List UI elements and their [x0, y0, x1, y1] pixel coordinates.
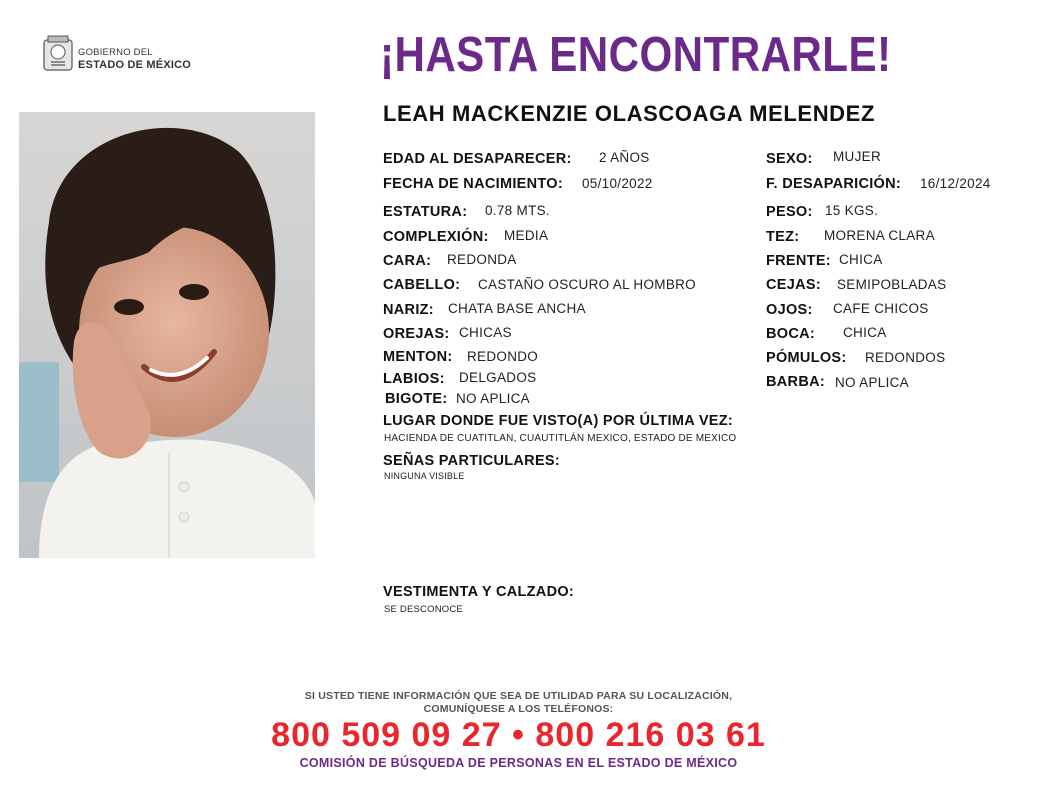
last-seen-label: LUGAR DONDE FUE VISTO(A) POR ÚLTIMA VEZ:	[383, 413, 734, 429]
coat-of-arms-icon	[42, 34, 74, 74]
disappearance-date-label: F. DESAPARICIÓN:	[766, 176, 902, 192]
clothing-value: SE DESCONOCE	[384, 604, 463, 615]
sex-value: MUJER	[833, 149, 881, 164]
sex-label: SEXO:	[766, 151, 813, 167]
phone-numbers: 800 509 09 27 • 800 216 03 61	[271, 716, 766, 754]
face-label: CARA:	[383, 253, 432, 269]
beard-label: BARBA:	[766, 374, 825, 390]
nose-value: CHATA BASE ANCHA	[448, 301, 586, 316]
age-value: 2 AÑOS	[599, 150, 650, 165]
skin-label: TEZ:	[766, 229, 800, 245]
clothing-label: VESTIMENTA Y CALZADO:	[383, 584, 575, 600]
mouth-value: CHICA	[843, 325, 887, 340]
nose-label: NARIZ:	[383, 302, 434, 318]
person-photo	[19, 112, 315, 558]
face-value: REDONDA	[447, 252, 517, 267]
beard-value: NO APLICA	[835, 375, 909, 390]
hair-value: CASTAÑO OSCURO AL HOMBRO	[478, 277, 696, 292]
mouth-label: BOCA:	[766, 326, 816, 342]
lips-label: LABIOS:	[383, 371, 445, 387]
marks-label: SEÑAS PARTICULARES:	[383, 453, 561, 469]
height-value: 0.78 MTS.	[485, 203, 550, 218]
logo-line-1: GOBIERNO DEL	[78, 47, 153, 58]
eyebrows-label: CEJAS:	[766, 277, 821, 293]
build-value: MEDIA	[504, 228, 549, 243]
forehead-value: CHICA	[839, 252, 883, 267]
ears-value: CHICAS	[459, 325, 512, 340]
weight-value: 15 KGS.	[825, 203, 879, 218]
lips-value: DELGADOS	[459, 370, 537, 385]
cheekbones-label: PÓMULOS:	[766, 350, 847, 366]
eyes-label: OJOS:	[766, 302, 813, 318]
logo-line-2: ESTADO DE MÉXICO	[78, 59, 192, 71]
person-name: LEAH MACKENZIE OLASCOAGA MELENDEZ	[383, 101, 875, 126]
chin-value: REDONDO	[467, 349, 539, 364]
weight-label: PESO:	[766, 204, 813, 220]
height-label: ESTATURA:	[383, 204, 468, 220]
cheekbones-value: REDONDOS	[865, 350, 946, 365]
birthdate-value: 05/10/2022	[582, 176, 653, 191]
contact-line-1: SI USTED TIENE INFORMACIÓN QUE SEA DE UTILIDAD PARA SU LOCALIZACIÓN,	[304, 690, 733, 702]
eyebrows-value: SEMIPOBLADAS	[837, 277, 947, 292]
mustache-label: BIGOTE:	[385, 391, 448, 407]
government-logo	[42, 34, 212, 76]
build-label: COMPLEXIÓN:	[383, 229, 489, 245]
age-label: EDAD AL DESAPARECER:	[383, 151, 572, 167]
marks-value: NINGUNA VISIBLE	[384, 471, 465, 481]
forehead-label: FRENTE:	[766, 253, 831, 269]
last-seen-value: HACIENDA DE CUATITLAN, CUAUTITLÁN MEXICO, ESTADO DE MEXICO	[384, 433, 737, 444]
ears-label: OREJAS:	[383, 326, 450, 342]
skin-value: MORENA CLARA	[824, 228, 935, 243]
disappearance-date-value: 16/12/2024	[920, 176, 991, 191]
eyes-value: CAFE CHICOS	[833, 301, 929, 316]
chin-label: MENTON:	[383, 349, 453, 365]
contact-instructions	[0, 690, 1037, 716]
child-photo-image	[19, 112, 315, 558]
headline: ¡HASTA ENCONTRARLE!	[380, 28, 892, 82]
hair-label: CABELLO:	[383, 277, 461, 293]
birthdate-label: FECHA DE NACIMIENTO:	[383, 176, 563, 192]
commission-name: COMISIÓN DE BÚSQUEDA DE PERSONAS EN EL ESTADO DE MÉXICO	[299, 756, 738, 770]
mustache-value: NO APLICA	[456, 391, 530, 406]
contact-line-2: COMUNÍQUESE A LOS TELÉFONOS:	[423, 703, 614, 715]
